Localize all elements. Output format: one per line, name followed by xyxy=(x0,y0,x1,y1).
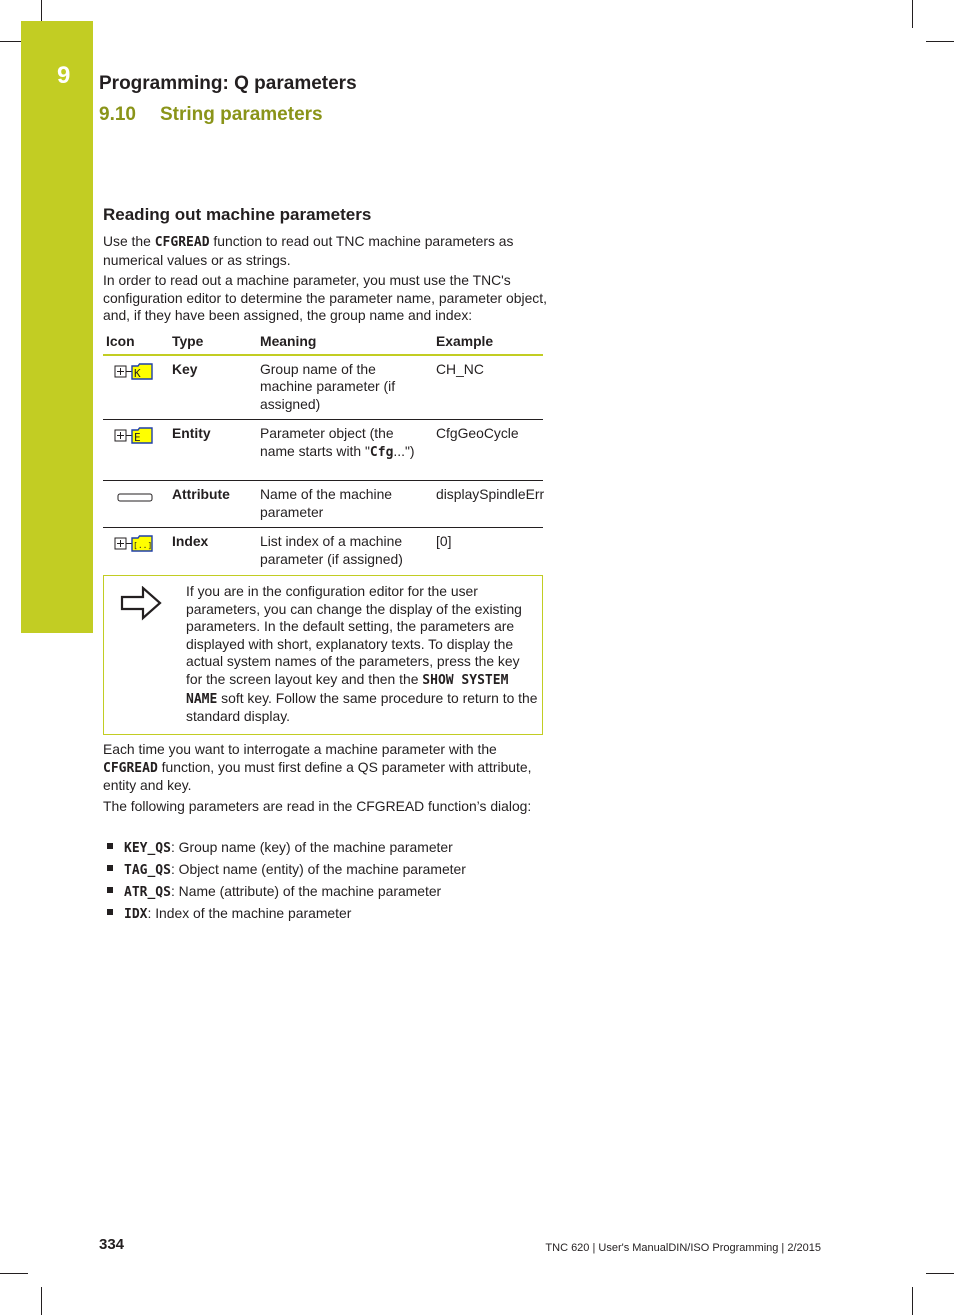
parameter-table xyxy=(103,331,543,574)
note-text-part: soft key. Follow the same procedure to return to the standard display. xyxy=(186,689,538,725)
attribute-field-icon xyxy=(114,490,154,506)
icon-cell xyxy=(103,420,169,481)
softkey-label: SHOW SYSTEM NAME xyxy=(186,672,509,707)
param-code: ATR_QS xyxy=(124,885,171,900)
crop-mark xyxy=(926,1273,954,1274)
param-desc: : Group name (key) of the machine parameter xyxy=(170,839,453,855)
type-cell: Entity xyxy=(169,420,257,481)
body-paragraph-1 xyxy=(103,741,548,795)
col-header-meaning: Meaning xyxy=(257,331,433,355)
footer-doc-info: TNC 620 | User's ManualDIN/ISO Programming | 2/2015 xyxy=(545,1242,821,1254)
type-cell: Index xyxy=(172,533,209,549)
crop-mark xyxy=(912,1287,913,1315)
index-folder-icon xyxy=(114,534,154,554)
param-desc: : Index of the machine parameter xyxy=(147,905,352,921)
param-desc: : Name (attribute) of the machine parameter xyxy=(170,883,442,899)
icon-cell xyxy=(103,528,169,575)
meaning-text: Parameter object (the name starts with " xyxy=(260,425,394,459)
col-header-example: Example xyxy=(433,331,543,355)
example-cell: displaySpindleErr xyxy=(433,481,543,528)
body-paragraph-2: The following parameters are read in the CFGREAD function’s dialog: xyxy=(103,798,532,814)
crop-mark xyxy=(926,41,954,42)
entity-folder-icon xyxy=(114,426,154,446)
parameter-list xyxy=(103,837,466,925)
param-code: KEY_QS xyxy=(124,841,171,856)
crop-mark xyxy=(0,41,21,42)
type-cell: Attribute xyxy=(169,481,257,528)
table-row xyxy=(103,355,543,420)
chapter-title: Programming: Q parameters xyxy=(99,73,357,94)
list-item xyxy=(103,859,466,881)
table-row xyxy=(103,481,543,528)
note-text-part: If you are in the configuration editor for the user parameters, you can change the display of the existing parameters. In the default setting, the parameters are displayed with short, explanatory texts. To display the actual system names of the parameters, press the key for the screen layout key and then the xyxy=(186,583,522,687)
page-heading: Reading out machine parameters xyxy=(103,205,372,224)
chapter-number: 9 xyxy=(57,62,71,89)
page-number: 334 xyxy=(99,1236,125,1253)
table-row xyxy=(103,528,543,575)
crop-mark xyxy=(41,1287,42,1315)
meaning-cell: Group name of the machine parameter (if assigned) xyxy=(257,355,433,420)
bullet xyxy=(107,865,113,871)
param-desc: : Object name (entity) of the machine parameter xyxy=(170,861,466,877)
chapter-tab xyxy=(21,21,93,633)
example-cell: CH_NC xyxy=(433,355,543,420)
crop-mark xyxy=(0,1273,28,1274)
col-header-type: Type xyxy=(169,331,257,355)
meaning-cell: List index of a machine parameter (if assigned) xyxy=(260,533,403,567)
key-folder-icon xyxy=(114,362,154,382)
meaning-cell xyxy=(257,420,433,481)
section-heading xyxy=(99,104,323,126)
meaning-cell: Name of the machine parameter xyxy=(257,481,433,528)
intro-paragraph-2: In order to read out a machine parameter, you must use the TNC's configuration editor to determine the parameter name, parameter object, and, if they have been assigned, the group name and index: xyxy=(103,272,547,324)
function-name: CFGREAD xyxy=(154,235,210,250)
example-cell: [0] xyxy=(436,533,452,549)
example-cell: CfgGeoCycle xyxy=(433,420,543,481)
icon-letter: [..] xyxy=(133,541,153,550)
intro-text: function to read out TNC machine parameters as numerical values or as strings. xyxy=(103,233,514,268)
list-item xyxy=(103,903,466,925)
bullet xyxy=(107,887,113,893)
crop-mark xyxy=(41,0,42,21)
type-cell: Key xyxy=(169,355,257,420)
section-number: 9.10 xyxy=(99,104,136,125)
icon-cell xyxy=(103,481,169,528)
body-text: function, you must first define a QS parameter with attribute, entity and key. xyxy=(103,758,532,794)
intro-text: Use the xyxy=(103,233,155,249)
section-title: String parameters xyxy=(159,104,323,125)
col-header-icon: Icon xyxy=(103,331,169,355)
note-text xyxy=(186,583,538,726)
param-code: TAG_QS xyxy=(124,863,171,878)
bullet xyxy=(107,843,113,849)
table-header-row xyxy=(103,331,543,355)
table-row xyxy=(103,420,543,481)
icon-letter: K xyxy=(134,366,141,380)
body-text: Each time you want to interrogate a machine parameter with the xyxy=(103,741,497,757)
icon-letter: E xyxy=(134,431,141,444)
list-item xyxy=(103,837,466,859)
arrow-right-icon xyxy=(120,586,164,622)
list-item xyxy=(103,881,466,903)
bullet xyxy=(107,909,113,915)
param-code: IDX xyxy=(124,907,148,922)
icon-cell xyxy=(103,355,169,420)
cfg-prefix: Cfg xyxy=(369,444,394,460)
intro-paragraph-1 xyxy=(103,233,548,269)
function-name: CFGREAD xyxy=(103,760,158,776)
meaning-text: ...") xyxy=(393,442,415,459)
crop-mark xyxy=(912,0,913,28)
